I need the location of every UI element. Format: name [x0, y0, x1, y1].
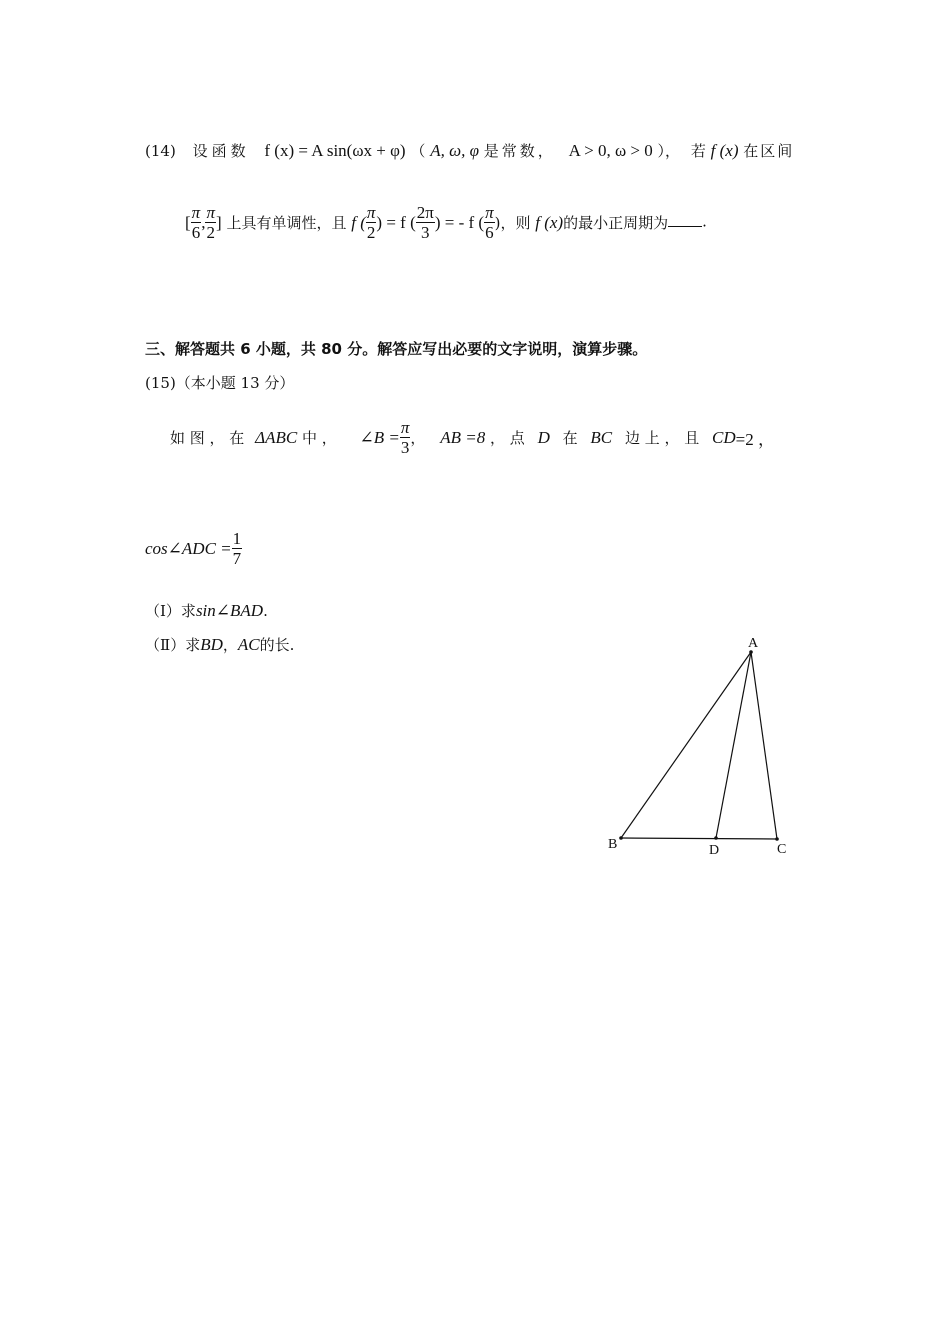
label-a: A: [748, 636, 759, 651]
q15-angle-b: ∠B =: [359, 427, 400, 447]
vertex-c-dot: [775, 837, 779, 841]
q15-cos: cos∠ADC =: [145, 538, 232, 558]
q15-ab: AB =8: [440, 427, 486, 447]
q15-text-d: ， 点: [490, 429, 525, 447]
vertex-d-dot: [714, 836, 718, 840]
q15-frac-pi3: $\frac{\pi}{3}$: [400, 418, 410, 457]
q15-part1-expr: sin∠BAD: [195, 601, 264, 620]
q15-part1-end: .: [263, 602, 268, 620]
q14-fa-close: ) = f (: [376, 212, 416, 232]
q14-function: f (x) = A sin(ωx + φ): [264, 141, 406, 160]
q14-paren-close: ），: [657, 142, 681, 160]
label-c: C: [777, 842, 787, 857]
q14-condition: A > 0, ω > 0: [568, 141, 653, 160]
q14-monotone: 上具有单调性，且: [226, 214, 347, 232]
q14-frac-c: $\frac{\pi}{6}$: [485, 203, 494, 242]
q15-text-e: 在: [562, 429, 578, 447]
q14-const-vars: A, ω, φ: [430, 141, 479, 160]
q15-triangle: ΔABC: [255, 427, 298, 447]
segment-ab: [621, 652, 751, 838]
q15-line1: [170, 418, 775, 457]
q15-bc: BC: [590, 427, 613, 447]
q15-text-f: 边 上 ， 且: [624, 429, 700, 447]
q15-cos-line: [145, 529, 242, 568]
q14-fa: f (: [351, 212, 366, 232]
q15-part2-label: （Ⅱ）求: [145, 636, 201, 654]
q15-point-d: D: [537, 427, 550, 447]
q15-part2-ac: AC: [237, 635, 260, 654]
q15-part1: [145, 600, 268, 621]
q15-part2-end: 的长.: [259, 636, 295, 654]
q15-text-b: 中 ，: [301, 429, 337, 447]
q15-cd: CD: [712, 427, 736, 447]
q14-const-label: 是常数，: [483, 142, 556, 160]
q14-number: (14): [145, 142, 176, 160]
q14-line2: [185, 203, 707, 242]
q14-comma: ,: [201, 212, 206, 232]
q15-part2-sep: ，: [222, 636, 238, 654]
q15-frac-1-7: $\frac{1}{7}$: [232, 529, 242, 568]
q15-part2: [145, 634, 294, 655]
q15-cd-value: =2 ，: [735, 430, 775, 449]
segment-ac: [751, 652, 777, 839]
q15-text-a: 如 图 ， 在: [170, 429, 245, 447]
q14-fx: f (x): [710, 141, 739, 160]
q14-fb-close: ) = - f (: [434, 212, 485, 232]
q14-frac-b: $\frac{2\pi}{3}$: [416, 203, 434, 242]
q14-fc-close: )，则: [494, 214, 531, 232]
q15-part1-label: （Ⅰ）求: [145, 602, 196, 620]
q15-text-c: ，: [410, 429, 426, 447]
q14-frac-pi2: $\frac{\pi}{2}$: [206, 203, 215, 242]
q14-if: 若: [690, 142, 706, 160]
q14-lead: 设函数: [192, 142, 250, 160]
q14-frac-pi6: $\frac{\pi}{6}$: [191, 203, 201, 242]
segment-bc: [621, 838, 777, 839]
segment-ad: [716, 652, 751, 838]
label-b: B: [608, 837, 618, 852]
vertex-b-dot: [619, 836, 623, 840]
q14-answer-blank: [668, 212, 702, 227]
section3-heading: 三、解答题共 6 小题，共 80 分。解答应写出必要的文字说明，演算步骤。: [145, 340, 648, 358]
label-d: D: [709, 843, 720, 858]
q14-line1: [145, 140, 794, 161]
q14-end: .: [702, 212, 707, 231]
q15-part2-bd: BD: [200, 635, 223, 654]
q14-period-text: 的最小正周期为: [563, 214, 669, 232]
q14-in-interval: 在区间: [743, 142, 795, 160]
q15-number: (15)（本小题 13 分）: [145, 374, 295, 392]
q14-interval-open: [: [185, 212, 191, 232]
q14-interval-close: ]: [215, 212, 222, 232]
triangle-figure: [600, 628, 820, 868]
q14-fx2: f (x): [535, 212, 564, 232]
q14-frac-a: $\frac{\pi}{2}$: [366, 203, 376, 242]
q14-paren-open: （: [410, 142, 426, 160]
